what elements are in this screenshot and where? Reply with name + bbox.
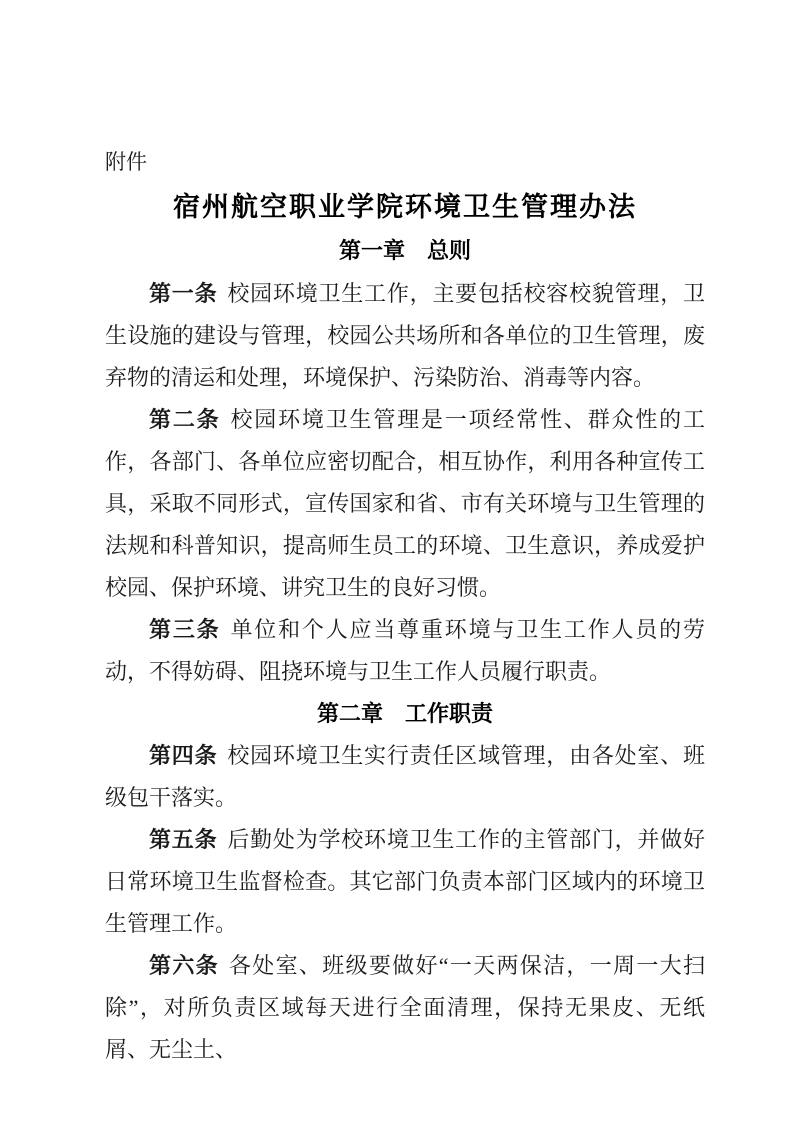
document-title: 宿州航空职业学院环境卫生管理办法 [173, 192, 637, 222]
article-6 [105, 945, 705, 1071]
article-3-label: 第三条 [149, 617, 221, 642]
attachment-label: 附件 [105, 150, 147, 174]
chapter-1-heading: 第一章 总则 [338, 238, 471, 263]
article-5-label: 第五条 [149, 827, 218, 852]
article-1 [105, 273, 705, 399]
article-3 [105, 609, 705, 693]
article-1-label: 第一条 [149, 281, 218, 306]
article-6-label: 第六条 [149, 953, 219, 978]
article-6-text: 各处室、班级要做好“一天两保洁，一周一大扫除”，对所负责区域每天进行全面清理，保持无果皮、无纸屑、无尘土、 [105, 953, 705, 1062]
article-4-text: 校园环境卫生实行责任区域管理，由各处室、班级包干落实。 [105, 743, 705, 810]
article-1-text: 校园环境卫生工作，主要包括校容校貌管理，卫生设施的建设与管理，校园公共场所和各单位的卫生管理，废弃物的清运和处理，环境保护、污染防治、消毒等内容。 [105, 281, 705, 390]
document-body [105, 273, 705, 1071]
chapter-2-heading: 第二章 工作职责 [316, 701, 493, 726]
article-4-label: 第四条 [149, 743, 218, 768]
article-5 [105, 819, 705, 945]
article-2-label: 第二条 [149, 407, 221, 432]
article-3-text: 单位和个人应当尊重环境与卫生工作人员的劳动，不得妨碍、阻挠环境与卫生工作人员履行职责。 [105, 617, 705, 684]
article-5-text: 后勤处为学校环境卫生工作的主管部门，并做好日常环境卫生监督检查。其它部门负责本部门区域内的环境卫生管理工作。 [105, 827, 705, 936]
article-4 [105, 735, 705, 819]
article-2-text: 校园环境卫生管理是一项经常性、群众性的工作，各部门、各单位应密切配合，相互协作，利用各种宣传工具，采取不同形式，宣传国家和省、市有关环境与卫生管理的法规和科普知识，提高师生员工的环境、卫生意识，养成爱护校园、保护环境、讲究卫生的良好习惯。 [105, 407, 705, 600]
article-2 [105, 399, 705, 609]
